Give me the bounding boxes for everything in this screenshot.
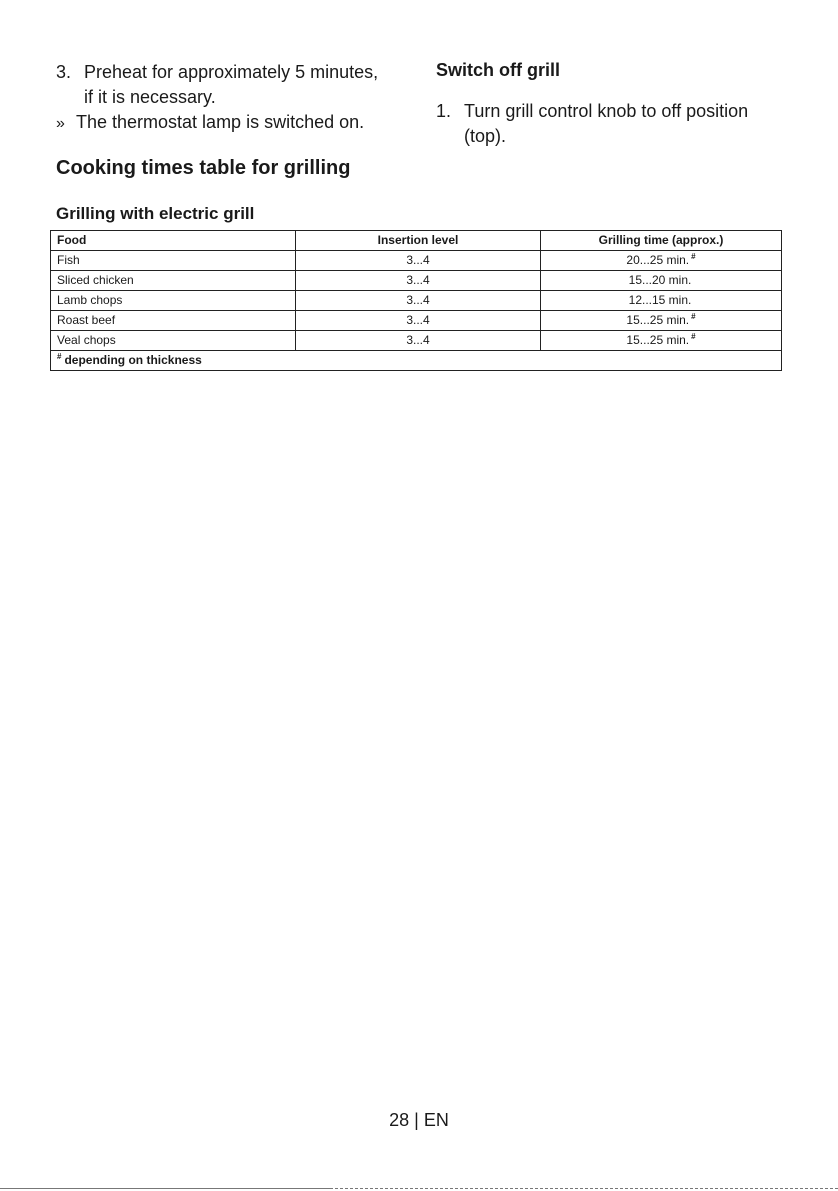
bottom-rule xyxy=(0,1188,330,1189)
table-header-row xyxy=(51,231,782,251)
cell-time xyxy=(541,331,782,351)
step-text: Turn grill control knob to off position (top). xyxy=(464,101,749,146)
grilling-table xyxy=(50,230,782,371)
footnote-mark: # xyxy=(691,312,696,321)
time-value: 15...20 min. xyxy=(628,273,692,287)
table-row xyxy=(51,331,782,351)
time-value: 12...15 min. xyxy=(628,293,692,307)
time-value: 20...25 min. xyxy=(626,253,690,267)
footnote-mark: # xyxy=(691,252,696,261)
table-footnote xyxy=(51,351,782,371)
step-3 xyxy=(56,60,386,110)
cell-level: 3...4 xyxy=(296,271,541,291)
step-text: Preheat for approximately 5 minutes, if it is necessary. xyxy=(84,62,379,107)
time-value: 15...25 min. xyxy=(626,313,690,327)
header-insertion-level: Insertion level xyxy=(296,231,541,251)
page-number: 28 | EN xyxy=(389,1110,449,1130)
cell-food: Veal chops xyxy=(51,331,296,351)
table-row xyxy=(51,271,782,291)
result-marker: » xyxy=(56,115,65,132)
cell-level: 3...4 xyxy=(296,311,541,331)
cell-food: Lamb chops xyxy=(51,291,296,311)
table-row xyxy=(51,311,782,331)
cell-level: 3...4 xyxy=(296,331,541,351)
cell-food: Fish xyxy=(51,251,296,271)
cell-time xyxy=(541,271,782,291)
footnote-mark: # xyxy=(57,352,62,361)
header-grilling-time: Grilling time (approx.) xyxy=(541,231,782,251)
result-text: The thermostat lamp is switched on. xyxy=(76,112,365,132)
header-food: Food xyxy=(51,231,296,251)
switch-off-heading: Switch off grill xyxy=(436,60,560,80)
cell-level: 3...4 xyxy=(296,291,541,311)
cell-time xyxy=(541,251,782,271)
table-title: Grilling with electric grill xyxy=(56,204,255,223)
bottom-dashed-rule xyxy=(330,1188,838,1189)
cell-level: 3...4 xyxy=(296,251,541,271)
section-heading: Cooking times table for grilling xyxy=(56,157,351,179)
cell-time xyxy=(541,311,782,331)
time-value: 15...25 min. xyxy=(626,333,690,347)
cell-time xyxy=(541,291,782,311)
result-line xyxy=(56,110,364,136)
footnote-text: depending on thickness xyxy=(64,353,202,367)
footnote-mark: # xyxy=(691,332,696,341)
step-1 xyxy=(436,99,756,149)
step-number: 3. xyxy=(56,62,72,82)
table-row xyxy=(51,251,782,271)
cell-food: Sliced chicken xyxy=(51,271,296,291)
cell-food: Roast beef xyxy=(51,311,296,331)
table-row xyxy=(51,291,782,311)
table-footnote-row xyxy=(51,351,782,371)
step-number: 1. xyxy=(436,101,452,121)
